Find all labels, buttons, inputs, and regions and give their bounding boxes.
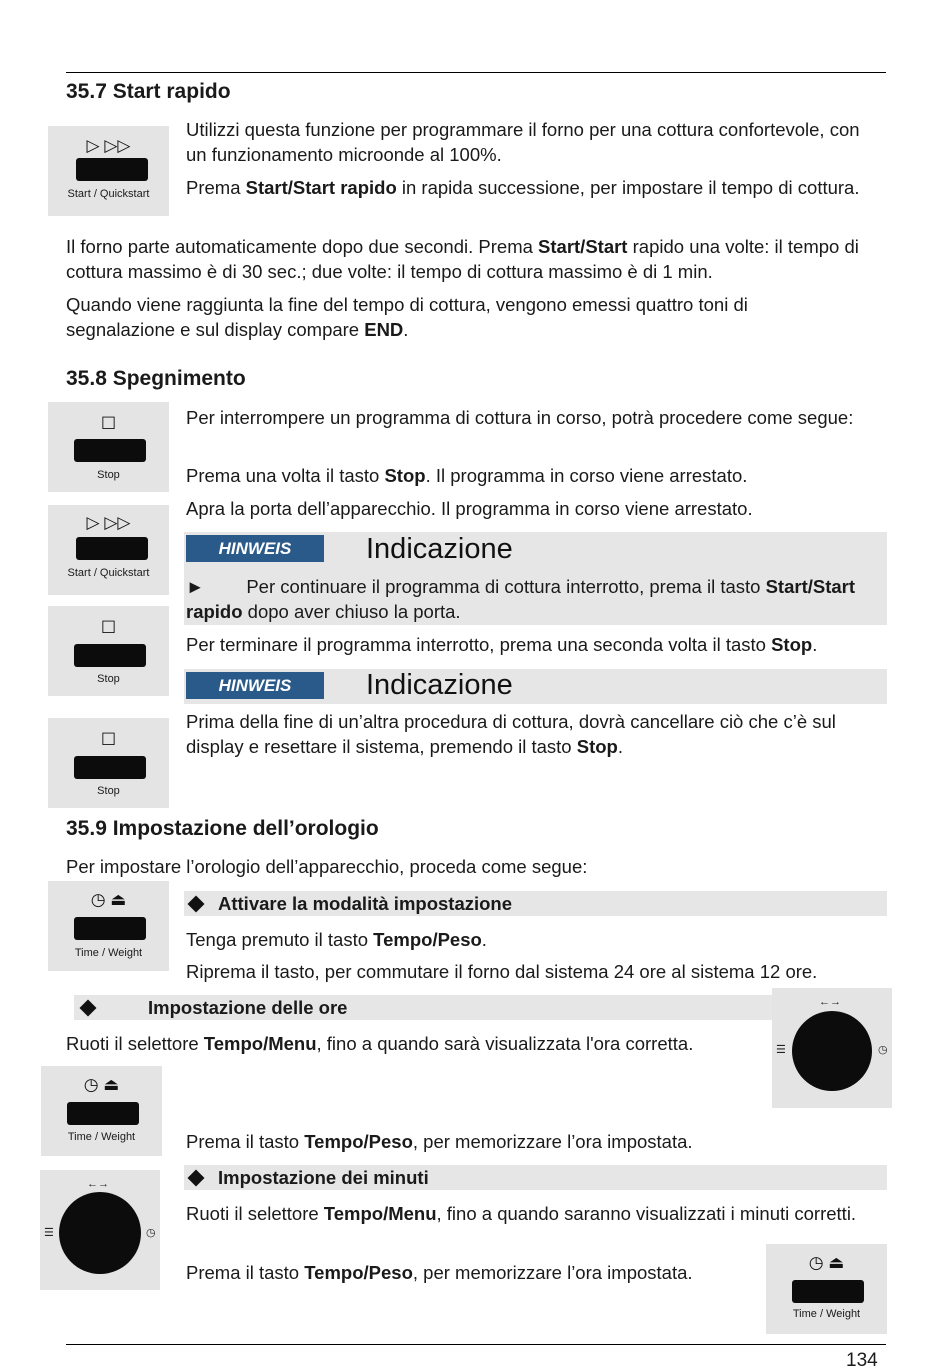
note-text: Prima della fine di un’altra procedura di cottura, dovrà cancellare ciò che c’è sul display e resettare il sistema, premendo il tasto Stop. — [186, 711, 836, 757]
paragraph: Tenga premuto il tasto Tempo/Peso. — [186, 929, 487, 950]
stop-icon: ☐ — [100, 730, 117, 749]
paragraph: Per terminare il programma interrotto, prema una seconda volta il tasto Stop. — [186, 634, 818, 655]
rotate-arrows-icon: ←→ — [87, 1178, 109, 1190]
stop-button-graphic — [74, 756, 146, 779]
paragraph: Per impostare l’orologio dell’apparecchio, proceda come segue: — [66, 856, 588, 877]
stop-icon: ☐ — [100, 414, 117, 433]
paragraph: Il forno parte automaticamente dopo due secondi. Prema Start/Start rapido una volte: il tempo di cottura massimo è di 30 sec.; due volte: il tempo di cottura massimo è di 1 min. — [66, 236, 859, 282]
clock-weight-icon: ◷ ⏏ — [808, 1253, 845, 1272]
stop-button-graphic — [74, 439, 146, 462]
knob-graphic — [792, 1011, 872, 1091]
stop-button-figure — [48, 402, 169, 492]
figure-caption: Start / Quickstart — [67, 188, 150, 200]
paragraph: Prema Start/Start rapido in rapida successione, per impostare il tempo di cottura. — [186, 177, 860, 198]
section-heading-35-9: 35.9 Impostazione dell’orologio — [66, 817, 379, 840]
start-button-figure — [48, 505, 169, 595]
paragraph: Apra la porta dell’apparecchio. Il programma in corso viene arrestato. — [186, 498, 753, 519]
start-button-graphic — [76, 158, 148, 181]
time-weight-button-graphic — [67, 1102, 139, 1125]
paragraph: Riprema il tasto, per commutare il forno dal sistema 24 ore al sistema 12 ore. — [186, 961, 818, 982]
time-weight-button-figure — [41, 1066, 162, 1156]
paragraph: Ruoti il selettore Tempo/Menu, fino a quando saranno visualizzati i minuti corretti. — [186, 1203, 857, 1224]
paragraph: Utilizzi questa funzione per programmare il forno per una cottura confortevole, con un funzionamento microonde al 100%. — [186, 119, 860, 165]
figure-caption: Stop — [97, 785, 120, 797]
menu-icon: ☰ — [44, 1227, 54, 1239]
clock-icon: ◷ — [878, 1044, 888, 1056]
hinweis-badge: HINWEIS — [186, 535, 324, 562]
figure-caption: Time / Weight — [792, 1308, 861, 1320]
rotate-arrows-icon: ←→ — [819, 996, 841, 1008]
diamond-icon — [188, 896, 205, 913]
paragraph: Quando viene raggiunta la fine del tempo di cottura, vengono emessi quattro toni di segnalazione e sul display compare END. — [66, 294, 748, 340]
figure-caption: Stop — [97, 469, 120, 481]
note-label: Indicazione — [366, 533, 513, 565]
note-text: ► Per continuare il programma di cottura interrotto, prema il tasto Start/Start rapido dopo aver chiuso la porta. — [186, 576, 856, 622]
section-heading-35-7: 35.7 Start rapido — [66, 80, 231, 103]
start-button-figure — [48, 126, 169, 216]
figure-caption: Time / Weight — [74, 947, 143, 959]
hinweis-badge: HINWEIS — [186, 672, 324, 699]
clock-icon: ◷ — [146, 1227, 156, 1239]
stop-button-figure — [48, 606, 169, 696]
note-label: Indicazione — [366, 669, 513, 701]
diamond-icon — [80, 1000, 97, 1017]
figure-caption: Start / Quickstart — [67, 567, 150, 579]
time-weight-button-figure — [766, 1244, 887, 1334]
clock-weight-icon: ◷ ⏏ — [83, 1075, 120, 1094]
diamond-icon — [188, 1170, 205, 1187]
time-weight-button-graphic — [792, 1280, 864, 1303]
play-icon: ▷ ▷▷ — [86, 136, 131, 155]
paragraph: Prema il tasto Tempo/Peso, per memorizzare l’ora impostata. — [186, 1262, 693, 1283]
subheading: Impostazione delle ore — [82, 995, 347, 1020]
section-heading-35-8: 35.8 Spegnimento — [66, 367, 246, 390]
stop-button-graphic — [74, 644, 146, 667]
figure-caption: Stop — [97, 673, 120, 685]
subheading: Impostazione dei minuti — [190, 1165, 429, 1190]
stop-icon: ☐ — [100, 618, 117, 637]
subheading: Attivare la modalità impostazione — [190, 891, 512, 916]
time-menu-knob-figure — [40, 1170, 160, 1290]
paragraph: Prema una volta il tasto Stop. Il programma in corso viene arrestato. — [186, 465, 748, 486]
knob-graphic — [59, 1192, 141, 1274]
paragraph: Per interrompere un programma di cottura in corso, potrà procedere come segue: — [186, 407, 854, 428]
arrow-icon: ► — [186, 576, 205, 597]
top-rule — [66, 72, 886, 73]
clock-weight-icon: ◷ ⏏ — [90, 890, 127, 909]
figure-caption: Time / Weight — [67, 1131, 136, 1143]
paragraph: Prema il tasto Tempo/Peso, per memorizzare l’ora impostata. — [186, 1131, 693, 1152]
menu-icon: ☰ — [776, 1044, 786, 1056]
stop-button-figure — [48, 718, 169, 808]
start-button-graphic — [76, 537, 148, 560]
time-weight-button-figure — [48, 881, 169, 971]
paragraph: Ruoti il selettore Tempo/Menu, fino a quando sarà visualizzata l'ora corretta. — [66, 1033, 694, 1054]
time-menu-knob-figure — [772, 988, 892, 1108]
footer-rule — [66, 1344, 886, 1345]
time-weight-button-graphic — [74, 917, 146, 940]
page-number: 134 — [846, 1350, 878, 1371]
play-icon: ▷ ▷▷ — [86, 513, 131, 532]
